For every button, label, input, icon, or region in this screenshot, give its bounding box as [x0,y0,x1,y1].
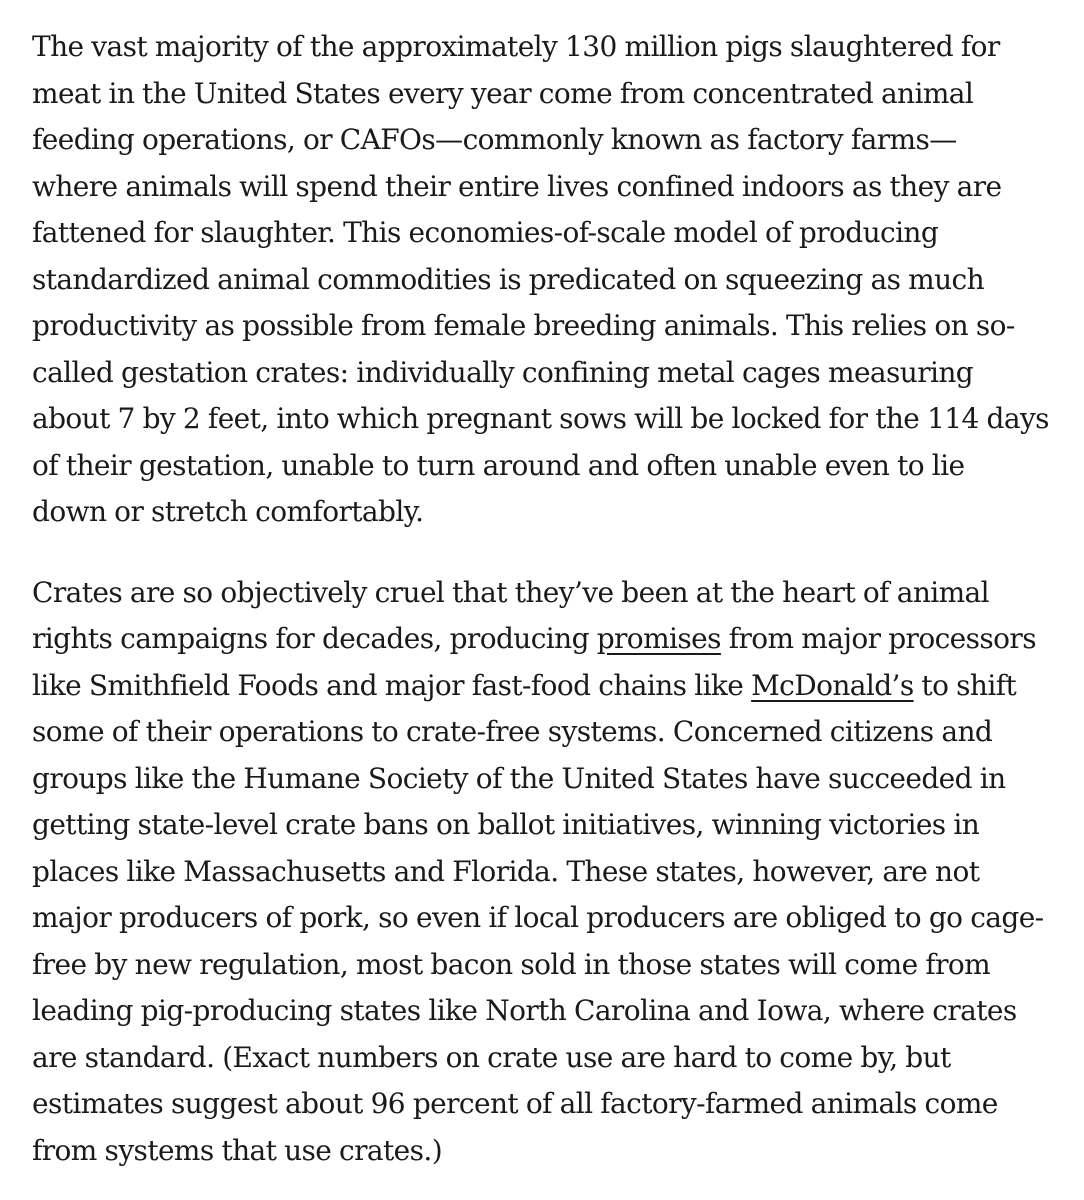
text-line: places like Massachusetts and Florida. These states, however, are not [32,854,980,888]
text-line: estimates suggest about 96 percent of all factory-farmed animals come [32,1087,998,1120]
text-segment: to shift [913,668,1017,702]
text-line: about 7 by 2 feet, into which pregnant sows will be locked for the 114 days [32,402,1049,435]
text-line: The vast majority of the approximately 130 million pigs slaughtered for [32,30,1000,63]
text-line: groups like the Humane Society of the United States have succeeded in [32,761,1006,795]
text-line [32,663,1062,710]
text-line: where animals will spend their entire lives confined indoors as they are [32,169,1002,203]
paragraph-spacer [32,536,1062,570]
text-line: some of their operations to crate-free systems. Concerned citizens and [32,715,993,748]
text-line: feeding operations, or CAFOs—commonly known as factory farms— [32,123,957,156]
text-line: leading pig-producing states like North Carolina and Iowa, where crates [32,994,1017,1027]
paragraph-1 [32,24,1062,536]
text-segment: like Smithfield Foods and major fast-food chains like [32,668,752,702]
article-body [32,24,1062,1174]
promises-link[interactable]: promises [596,622,721,655]
text-line: free by new regulation, most bacon sold in those states will come from [32,947,991,981]
text-line [32,616,1062,663]
text-line: fattened for slaughter. This economies-of-scale model of producing [32,216,939,249]
text-segment: from major processors [720,622,1036,655]
text-line: from systems that use crates.) [32,1133,443,1167]
text-line: getting state-level crate bans on ballot initiatives, winning victories in [32,808,980,841]
text-line: are standard. (Exact numbers on crate use are hard to come by, but [32,1040,951,1074]
mcdonalds-link[interactable]: McDonald’s [751,668,914,702]
text-line: productivity as possible from female breeding animals. This relies on so- [32,309,1015,342]
text-line: of their gestation, unable to turn around and often unable even to lie [32,448,965,482]
text-line: major producers of pork, so even if local producers are obliged to go cage- [32,901,1044,934]
text-line: called gestation crates: individually confining metal cages measuring [32,355,974,389]
text-line: Crates are so objectively cruel that they’ve been at the heart of animal [32,575,990,609]
text-line: standardized animal commodities is predicated on squeezing as much [32,262,985,296]
text-line: meat in the United States every year come from concentrated animal [32,76,974,110]
text-line: down or stretch comfortably. [32,495,424,528]
text-segment: rights campaigns for decades, producing [32,622,597,655]
paragraph-2 [32,570,1062,1175]
